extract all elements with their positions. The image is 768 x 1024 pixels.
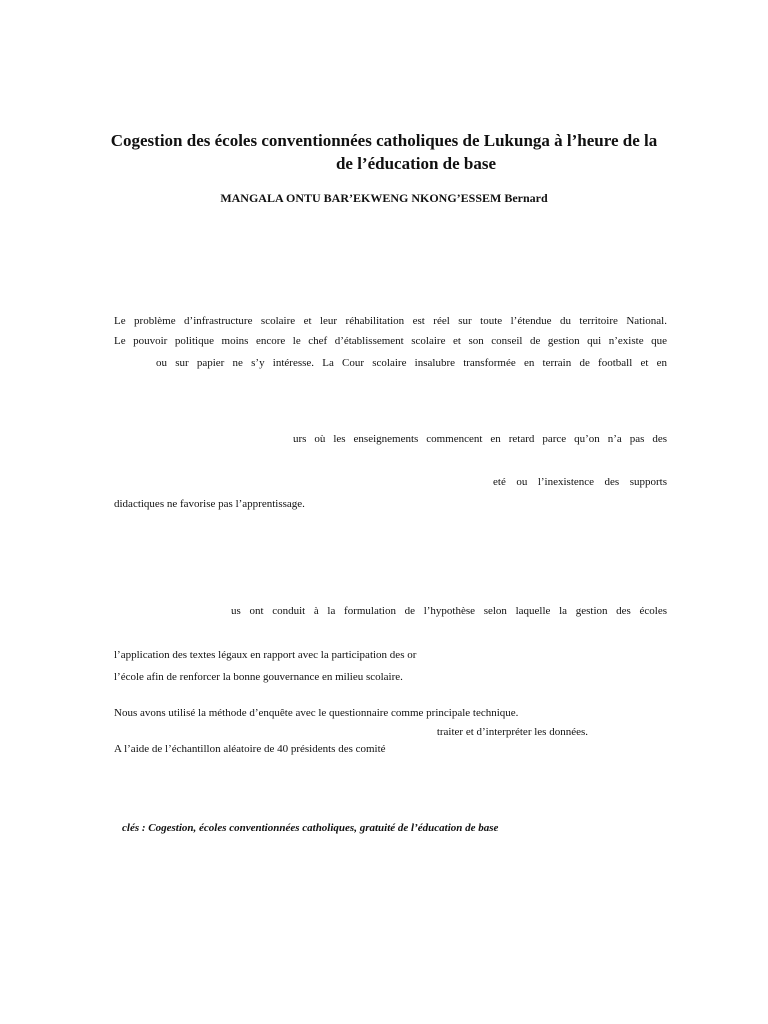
abstract-line: Le pouvoir politique moins encore le chef d’établissement scolaire et son conseil de gestion qui n’existe que [114,335,667,347]
abstract-line: eté ou l’inexistence des supports [493,476,667,488]
abstract-line: urs où les enseignements commencent en retard parce qu’on n’a pas des [293,433,667,445]
abstract-line: traiter et d’interpréter les données. [436,726,588,738]
abstract-line: l’application des textes légaux en rapport avec la participation des or [114,649,417,661]
abstract-line: ou sur papier ne s’y intéresse. La Cour scolaire insalubre transformée en terrain de football et en [156,357,667,369]
abstract-line: Nous avons utilisé la méthode d’enquête avec le questionnaire comme principale technique. [114,707,519,719]
keywords: clés : Cogestion, écoles conventionnées catholiques, gratuité de l’éducation de base [122,822,499,834]
abstract-line: didactiques ne favorise pas l’apprentissage. [114,498,305,510]
author: MANGALA ONTU BAR’EKWENG NKONG’ESSEM Bernard [220,191,548,205]
title-line-2: de l’éducation de base [335,154,497,173]
abstract-line: us ont conduit à la formulation de l’hypothèse selon laquelle la gestion des écoles [231,605,667,617]
abstract-line: Le problème d’infrastructure scolaire et leur réhabilitation est réel sur toute l’étendue du territoire National. [114,315,667,327]
abstract-line: A l’aide de l’échantillon aléatoire de 40 présidents des comité [114,743,386,755]
abstract-line: l’école afin de renforcer la bonne gouvernance en milieu scolaire. [114,671,403,683]
title-line-1: Cogestion des écoles conventionnées catholiques de Lukunga à l’heure de la [110,131,658,150]
